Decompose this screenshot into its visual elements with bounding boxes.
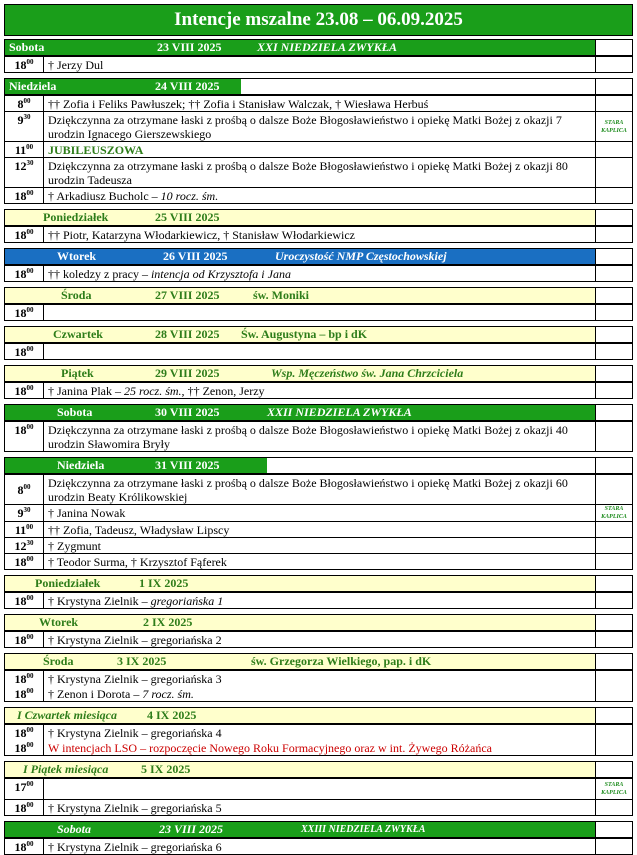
day-date: 1 IX 2025 [139, 576, 189, 590]
day-section: Niedziela 31 VIII 2025 $8^{00}$ Dziękczynna za otrzymane łaski z prośbą o dalsze Boże Błogosławieństwo i opiekę Matki Bożej z okazji 60 urodzin Beaty Królikowskiej $9^{30}$ † Janina Nowak STARA KAPLICA $11^{00}$ †† Zofia, Tadeusz, Władysław Lipscy $12^{30}$ † Zygmunt $18^{00}$ † Teodor Surma, † Krzysztof Fąferek [4, 457, 633, 570]
day-header [5, 822, 632, 838]
day-header [5, 288, 632, 304]
day-name: Piątek [61, 366, 94, 380]
day-feast: Uroczystość NMP Częstochowskiej [275, 249, 447, 263]
mass-intention: † Krystyna Zielnik – gregoriańska 5 [44, 800, 596, 815]
day-header [5, 79, 632, 95]
side-note: STARA KAPLICA [601, 782, 627, 796]
day-date: 3 IX 2025 [117, 654, 167, 668]
day-name: Niedziela [9, 79, 57, 93]
day-feast: XXI NIEDZIELA ZWYKŁA [257, 40, 398, 54]
day-header [5, 762, 632, 778]
mass-intention: † Krystyna Zielnik – gregoriańska 4 [44, 725, 596, 740]
mass-intention: Dziękczynna za otrzymane łaski z prośbą o dalsze Boże Błogosławieństwo i opiekę Matki Bożej z okazji 40 urodzin Sławomira Bryły [44, 422, 596, 451]
mass-intention: †† Piotr, Katarzyna Włodarkiewicz, † Stanisław Włodarkiewicz [44, 227, 596, 242]
day-date: 4 IX 2025 [147, 708, 197, 722]
day-name: I Piątek miesiąca [23, 762, 109, 776]
day-header [5, 576, 632, 592]
mass-time: $18^{00}$ [5, 57, 44, 72]
day-name: Środa [61, 288, 92, 302]
day-section: Poniedziałek 25 VIII 2025 $18^{00}$ †† Piotr, Katarzyna Włodarkiewicz, † Stanisław Włodarkiewicz [4, 209, 633, 243]
day-date: 31 VIII 2025 [155, 458, 220, 472]
day-header [5, 327, 632, 343]
side-note: STARA KAPLICA [601, 119, 627, 134]
day-section: Środa 3 IX 2025 św. Grzegorza Wielkiego, pap. i dK $18^{00}$ † Krystyna Zielnik – gregoriańska 3 $18^{00}$ † Zenon i Dorota – 7 rocz. śm. [4, 653, 633, 702]
day-date: 29 VIII 2025 [155, 366, 220, 380]
day-header [5, 708, 632, 724]
day-date: 2 IX 2025 [143, 615, 193, 629]
mass-intention: †† Zofia, Tadeusz, Władysław Lipscy [44, 522, 596, 537]
mass-intention: †† Zofia i Feliks Pawłuszek; †† Zofia i Stanisław Walczak, † Wiesława Herbuś [44, 96, 596, 111]
mass-intention [44, 779, 596, 799]
day-name: Sobota [9, 40, 45, 54]
mass-intention: † Jerzy Dul [44, 57, 596, 72]
day-header [5, 249, 632, 265]
day-feast: XXIII NIEDZIELA ZWYKŁA [301, 824, 426, 835]
mass-intention: † Krystyna Zielnik – gregoriańska 2 [44, 632, 596, 647]
day-name: Poniedziałek [43, 210, 109, 224]
day-section: Sobota 23 VIII 2025 XXIII NIEDZIELA ZWYKŁA $18^{00}$ † Krystyna Zielnik – gregoriańska 6 [4, 821, 633, 855]
mass-intention: † Krystyna Zielnik – gregoriańska 3 [44, 671, 596, 686]
day-date: 24 VIII 2025 [155, 79, 220, 93]
day-section: Wtorek 2 IX 2025 $18^{00}$ † Krystyna Zielnik – gregoriańska 2 [4, 614, 633, 648]
mass-intention: † Janina Nowak [44, 505, 596, 521]
day-section: Wtorek 26 VIII 2025 Uroczystość NMP Częstochowskiej $18^{00}$ †† koledzy z pracy – intencja od Krzysztofa i Jana [4, 248, 633, 282]
day-name: Środa [43, 654, 74, 668]
day-header [5, 458, 632, 474]
mass-intention: Dziękczynna za otrzymane łaski z prośbą o dalsze Boże Błogosławieństwo i opiekę Matki Bożej z okazji 60 urodzin Beaty Królikowskiej [44, 475, 596, 504]
day-date: 27 VIII 2025 [155, 288, 220, 302]
day-section: Niedziela 24 VIII 2025 $8^{00}$ †† Zofia i Feliks Pawłuszek; †† Zofia i Stanisław Walczak, † Wiesława Herbuś $9^{30}$ Dziękczynna za otrzymane łaski z prośbą o dalsze Boże Błogosławieństwo i opiekę Matki Bożej z okazji 7 urodzin Ignacego Gierszewskiego STARA KAPLICA $11^{00}$ JUBILEUSZOWA $12^{30}$ Dziękczynna za otrzymane łaski z prośbą o dalsze Boże Błogosławieństwo i opiekę Matki Bożej z okazji 80 urodzin Tadeusza $18^{00}$ † Arkadiusz Bucholc – 10 rocz. śm. [4, 78, 633, 204]
mass-intention: † Janina Plak – 25 rocz. śm., †† Zenon, Jerzy [44, 383, 596, 398]
day-section: I Czwartek miesiąca 4 IX 2025 $18^{00}$ † Krystyna Zielnik – gregoriańska 4 $18^{00}$ W intencjach LSO – rozpoczęcie Nowego Roku Formacyjnego oraz w int. Żywego Różańca [4, 707, 633, 756]
day-name: Sobota [57, 405, 93, 419]
page [4, 0, 633, 855]
mass-intention: † Arkadiusz Bucholc – 10 rocz. śm. [44, 188, 596, 203]
day-section: Piątek 29 VIII 2025 Wsp. Męczeństwo św. Jana Chrzciciela $18^{00}$ † Janina Plak – 25 rocz. śm., †† Zenon, Jerzy [4, 365, 633, 399]
day-section: Poniedziałek 1 IX 2025 $18^{00}$ † Krystyna Zielnik – gregoriańska 1 [4, 575, 633, 609]
day-name: Sobota [57, 822, 92, 836]
mass-intention: Dziękczynna za otrzymane łaski z prośbą o dalsze Boże Błogosławieństwo i opiekę Matki Bożej z okazji 80 urodzin Tadeusza [44, 158, 596, 187]
day-date: 25 VIII 2025 [155, 210, 220, 224]
mass-intention: † Zygmunt [44, 538, 596, 553]
mass-intention: W intencjach LSO – rozpoczęcie Nowego Roku Formacyjnego oraz w int. Żywego Różańca [44, 740, 596, 755]
day-section: Sobota 30 VIII 2025 XXII NIEDZIELA ZWYKŁA $18^{00}$ Dziękczynna za otrzymane łaski z prośbą o dalsze Boże Błogosławieństwo i opiekę Matki Bożej z okazji 40 urodzin Sławomira Bryły [4, 404, 633, 452]
day-name: Wtorek [57, 249, 97, 263]
day-header [5, 405, 632, 421]
mass-intention [44, 344, 596, 359]
mass-intention: † Krystyna Zielnik – gregoriańska 1 [44, 593, 596, 608]
day-section [4, 39, 633, 73]
day-header [5, 40, 632, 56]
day-name: Niedziela [57, 458, 105, 472]
mass-intention [44, 305, 596, 320]
day-section: Czwartek 28 VIII 2025 Św. Augustyna – bp i dK $18^{00}$ [4, 326, 633, 360]
day-name: Wtorek [39, 615, 79, 629]
day-header [5, 615, 632, 631]
day-header [5, 366, 632, 382]
day-feast: XXII NIEDZIELA ZWYKŁA [267, 405, 412, 419]
mass-intention: † Zenon i Dorota – 7 rocz. śm. [44, 686, 596, 701]
day-name: Poniedziałek [35, 576, 101, 590]
day-feast: św. Moniki [253, 288, 310, 302]
mass-intention: † Krystyna Zielnik – gregoriańska 6 [44, 839, 596, 854]
day-feast: Św. Augustyna – bp i dK [241, 327, 368, 341]
mass-row [5, 56, 632, 72]
day-date: 26 VIII 2025 [163, 249, 228, 263]
day-section: Środa 27 VIII 2025 św. Moniki $18^{00}$ [4, 287, 633, 321]
day-date: 30 VIII 2025 [155, 405, 220, 419]
day-date: 5 IX 2025 [141, 762, 191, 776]
side-note: STARA KAPLICA [601, 506, 627, 520]
day-name: Czwartek [53, 327, 103, 341]
mass-intention: JUBILEUSZOWA [44, 142, 596, 157]
day-header [5, 654, 632, 670]
day-date: 23 VIII 2025 [157, 40, 222, 54]
day-feast: Wsp. Męczeństwo św. Jana Chrzciciela [271, 366, 464, 380]
mass-intention: † Teodor Surma, † Krzysztof Fąferek [44, 554, 596, 569]
day-date: 23 VIII 2025 [159, 822, 224, 836]
page-title: Intencje mszalne 23.08 – 06.09.2025 [4, 4, 633, 36]
day-feast: św. Grzegorza Wielkiego, pap. i dK [251, 654, 432, 668]
day-section: I Piątek miesiąca 5 IX 2025 $17^{00}$ STARA KAPLICA $18^{00}$ † Krystyna Zielnik – gregoriańska 5 [4, 761, 633, 816]
day-date: 28 VIII 2025 [155, 327, 220, 341]
day-name: I Czwartek miesiąca [17, 708, 118, 722]
day-header [5, 210, 632, 226]
mass-intention: Dziękczynna za otrzymane łaski z prośbą o dalsze Boże Błogosławieństwo i opiekę Matki Bożej z okazji 7 urodzin Ignacego Gierszewskiego [44, 112, 596, 141]
mass-intention: †† koledzy z pracy – intencja od Krzysztofa i Jana [44, 266, 596, 281]
